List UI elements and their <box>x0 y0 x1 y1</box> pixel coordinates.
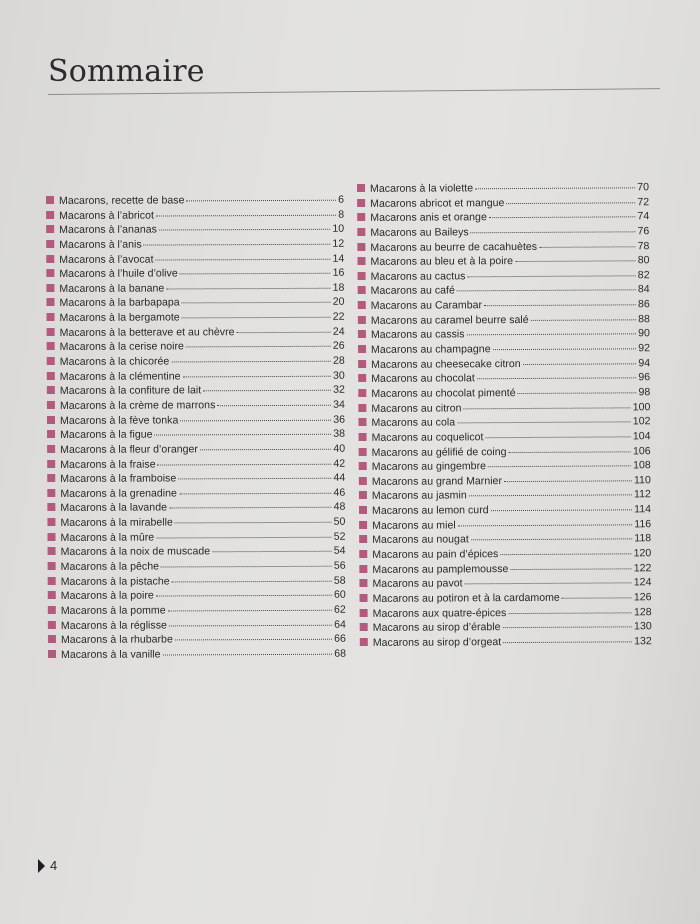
toc-entry-page: 20 <box>332 296 345 309</box>
bullet-square-icon <box>47 357 55 365</box>
toc-entry-label: Macarons à la grenadine <box>60 487 177 500</box>
folio-triangle-icon <box>38 859 45 873</box>
toc-entry-label: Macarons au nougat <box>372 533 469 547</box>
toc-entry-page: 64 <box>334 618 346 631</box>
bullet-square-icon <box>47 445 55 453</box>
bullet-square-icon <box>358 286 366 294</box>
toc-entry <box>47 456 345 472</box>
dot-leader <box>159 228 330 231</box>
dot-leader <box>458 523 633 526</box>
toc-entry-label: Macarons à la figue <box>60 428 153 442</box>
toc-entry-page: 76 <box>637 225 650 238</box>
toc-entry-page: 68 <box>334 647 347 660</box>
toc-entry-label: Macarons au chocolat <box>371 372 475 386</box>
bullet-square-icon <box>46 240 54 248</box>
dot-leader <box>178 477 331 480</box>
toc-entry-label: Macarons à la mirabelle <box>60 516 173 530</box>
toc-entry-label: Macarons au cassis <box>370 328 465 342</box>
toc-entry-label: Macarons au sirop d’érable <box>372 621 501 635</box>
dot-leader <box>475 186 635 189</box>
dot-leader <box>500 552 631 555</box>
toc-entry <box>48 647 346 663</box>
toc-entry-label: Macarons anis et orange <box>370 211 487 225</box>
dot-leader <box>493 347 637 350</box>
toc-entry-page: 118 <box>634 532 652 545</box>
dot-leader <box>169 506 332 509</box>
toc-entry-label: Macarons à la lavande <box>60 501 167 515</box>
dot-leader <box>156 535 332 538</box>
dot-leader <box>155 433 332 436</box>
toc-entry-page: 16 <box>332 266 345 279</box>
toc-entry-label: Macarons au Baileys <box>370 226 469 239</box>
bullet-square-icon <box>357 184 365 192</box>
dot-leader <box>144 243 331 246</box>
dot-leader <box>484 303 636 306</box>
dot-leader <box>489 216 636 219</box>
toc-entry-label: Macarons à la pêche <box>60 560 160 573</box>
bullet-square-icon <box>357 257 365 265</box>
bullet-square-icon <box>358 345 366 353</box>
dot-leader <box>161 565 332 568</box>
toc-entry <box>47 471 345 487</box>
bullet-square-icon <box>48 591 56 599</box>
toc-entry-page: 30 <box>332 369 345 382</box>
dot-leader <box>175 521 332 524</box>
toc-entry-label: Macarons au caramel beurre salé <box>370 313 529 327</box>
toc-entry-label: Macarons à la betterave et au chèvre <box>59 325 235 339</box>
dot-leader <box>169 623 332 626</box>
toc-entry <box>48 559 346 575</box>
toc-entry-label: Macarons au jasmin <box>371 489 467 503</box>
dot-leader <box>531 318 636 321</box>
bullet-square-icon <box>358 301 366 309</box>
toc-entry-label: Macarons au beurre de cacahuètes <box>370 240 538 254</box>
dot-leader <box>508 611 632 614</box>
bullet-square-icon <box>357 199 365 207</box>
bullet-square-icon <box>359 477 367 485</box>
dot-leader <box>166 287 330 290</box>
toc-entry-label: Macarons au grand Marnier <box>371 474 503 488</box>
toc-entry-page: 10 <box>332 222 345 236</box>
toc-entry-label: Macarons aux quatre-épices <box>372 606 507 620</box>
toc-entry-page: 106 <box>632 444 651 457</box>
toc-entry-label: Macarons à la fève tonka <box>59 414 179 427</box>
toc-entry-label: Macarons à la cerise noire <box>59 340 184 354</box>
bullet-square-icon <box>360 594 368 602</box>
toc-entry-page: 58 <box>333 574 346 587</box>
toc-column-left <box>46 193 346 663</box>
bullet-square-icon <box>358 374 366 382</box>
toc-entry-page: 88 <box>638 312 650 326</box>
dot-leader <box>186 199 336 202</box>
bullet-square-icon <box>359 462 367 470</box>
toc-entry-label: Macarons au gélifié de coing <box>371 445 507 459</box>
toc-entry-label: Macarons, recette de base <box>59 194 185 207</box>
toc-entry <box>47 412 345 428</box>
toc-entry-label: Macarons à la clémentine <box>59 370 181 383</box>
bullet-square-icon <box>48 635 56 643</box>
toc-entry-page: 74 <box>637 210 650 223</box>
toc-entry-page: 36 <box>333 413 346 426</box>
toc-entry-page: 86 <box>637 298 650 311</box>
bullet-square-icon <box>47 503 55 511</box>
dot-leader <box>180 272 331 275</box>
toc-entry-page: 120 <box>633 547 652 560</box>
toc-entry-page: 82 <box>637 269 650 282</box>
bullet-square-icon <box>48 547 56 555</box>
toc-entry-page: 22 <box>332 310 345 323</box>
toc-entry-label: Macarons à la bergamote <box>59 311 180 325</box>
toc-entry <box>47 310 345 326</box>
bullet-square-icon <box>46 196 54 204</box>
bullet-square-icon <box>47 474 55 482</box>
dot-leader <box>156 594 332 597</box>
bullet-square-icon <box>48 621 56 629</box>
toc-entry <box>47 515 345 531</box>
toc-entry-page: 122 <box>633 561 652 574</box>
toc-entry-label: Macarons à la fleur d’oranger <box>60 443 198 456</box>
toc-entry-page: 124 <box>633 576 652 589</box>
toc-entry-page: 100 <box>632 400 651 413</box>
toc-entry-page: 26 <box>332 340 345 353</box>
toc-entry <box>47 486 345 502</box>
bullet-square-icon <box>47 416 55 424</box>
dot-leader <box>183 374 331 377</box>
toc-entry <box>46 222 344 238</box>
bullet-square-icon <box>358 418 366 426</box>
toc-entry-page: 60 <box>333 588 346 602</box>
dot-leader <box>168 609 332 612</box>
dot-leader <box>523 362 637 365</box>
bullet-square-icon <box>359 433 367 441</box>
toc-entry-page: 40 <box>333 442 346 455</box>
toc-entry <box>46 295 344 311</box>
dot-leader <box>504 479 632 482</box>
toc-entry <box>46 266 344 282</box>
toc-entry-label: Macarons au chocolat pimenté <box>371 387 516 400</box>
bullet-square-icon <box>47 489 55 497</box>
bullet-square-icon <box>46 255 54 263</box>
toc-entry-label: Macarons à la mûre <box>60 531 155 544</box>
dot-leader <box>217 404 331 406</box>
toc-entry <box>48 544 346 560</box>
toc-entry-label: Macarons à l’abricot <box>59 209 154 222</box>
toc-entry-label: Macarons à la vanille <box>60 648 161 661</box>
dot-leader <box>510 567 631 570</box>
toc-entry-page: 78 <box>637 239 650 252</box>
bullet-square-icon <box>359 521 367 529</box>
toc-entry-page: 34 <box>333 398 345 411</box>
toc-entry-label: Macarons à l’ananas <box>59 223 157 237</box>
toc-entry-page: 126 <box>633 591 652 604</box>
toc-entry-label: Macarons à l’avocat <box>59 253 154 266</box>
dot-leader <box>467 333 637 336</box>
bullet-square-icon <box>357 213 365 221</box>
toc-entry-label: Macarons à la confiture de lait <box>59 384 202 398</box>
toc-entry-page: 48 <box>333 501 346 514</box>
dot-leader <box>491 508 633 511</box>
toc-entry-page: 8 <box>338 208 345 221</box>
toc-column-right <box>357 180 652 650</box>
bullet-square-icon <box>357 228 365 236</box>
dot-leader <box>175 638 332 641</box>
dot-leader <box>237 331 331 333</box>
page-number: 4 <box>50 858 58 873</box>
dot-leader <box>471 538 633 541</box>
toc-entry-label: Macarons à la banane <box>59 282 165 295</box>
toc-entry-label: Macarons à la réglisse <box>60 619 167 632</box>
toc-entry-page: 6 <box>338 193 345 206</box>
dot-leader <box>172 579 332 582</box>
toc-entry-label: Macarons à la fraise <box>60 458 156 471</box>
toc-entry-label: Macarons à la pistache <box>60 575 170 588</box>
toc-entry <box>47 324 345 340</box>
toc-entry-page: 84 <box>637 283 650 296</box>
toc-entry-page: 108 <box>633 459 651 472</box>
toc-entry <box>47 383 345 399</box>
bullet-square-icon <box>358 330 366 338</box>
bullet-square-icon <box>48 562 56 570</box>
toc-entry <box>47 442 345 458</box>
page-title: Sommaire <box>48 54 205 89</box>
toc-entry-page: 50 <box>333 515 346 528</box>
toc-entry <box>47 368 345 384</box>
toc-entry <box>46 251 344 267</box>
dot-leader <box>171 360 331 363</box>
dot-leader <box>562 596 632 598</box>
toc-entry-label: Macarons à la violette <box>370 182 474 195</box>
bullet-square-icon <box>47 459 55 467</box>
toc-entry-page: 54 <box>333 545 346 558</box>
toc-entry-label: Macarons au pamplemousse <box>372 562 509 576</box>
bullet-square-icon <box>46 284 54 292</box>
bullet-square-icon <box>46 211 54 219</box>
dot-leader <box>539 245 636 248</box>
toc-entry <box>48 617 346 633</box>
bullet-square-icon <box>360 609 368 617</box>
toc-entry-page: 46 <box>333 486 346 499</box>
dot-leader <box>503 626 633 629</box>
toc-entry-page: 110 <box>633 474 651 487</box>
bullet-square-icon <box>47 518 55 526</box>
toc-entry-label: Macarons au lemon curd <box>371 504 489 518</box>
dot-leader <box>503 640 632 643</box>
toc-entry-page: 92 <box>638 342 651 355</box>
bullet-square-icon <box>359 447 367 455</box>
toc-entry-page: 70 <box>637 181 650 194</box>
bullet-square-icon <box>359 550 367 558</box>
toc-entry-label: Macarons au sirop d’orgeat <box>372 635 502 649</box>
title-underline <box>48 88 660 95</box>
dot-leader <box>467 274 635 277</box>
dot-leader <box>163 653 333 656</box>
dot-leader <box>515 260 636 263</box>
dot-leader <box>485 435 630 438</box>
bullet-square-icon <box>47 342 55 350</box>
bullet-square-icon <box>47 313 55 321</box>
toc-entry-label: Macarons au cactus <box>370 270 466 283</box>
bullet-square-icon <box>358 389 366 397</box>
toc-entry-label: Macarons au pavot <box>372 577 463 591</box>
dot-leader <box>179 492 332 495</box>
toc-entry-page: 44 <box>333 471 346 484</box>
toc-entry-page: 56 <box>333 559 346 572</box>
toc-entry-page: 114 <box>634 503 652 516</box>
bullet-square-icon <box>357 243 365 251</box>
bullet-square-icon <box>47 386 55 394</box>
toc-entry <box>47 339 345 355</box>
dot-leader <box>488 465 631 468</box>
dot-leader <box>518 391 637 394</box>
toc-entry-label: Macarons à la rhubarbe <box>60 633 173 647</box>
toc-entry-page: 28 <box>332 354 345 367</box>
toc-entry-page: 102 <box>632 415 651 428</box>
bullet-square-icon <box>359 491 367 499</box>
toc-entry-page: 116 <box>634 517 652 531</box>
bullet-square-icon <box>48 650 56 658</box>
toc-entry <box>360 634 652 650</box>
dot-leader <box>509 450 631 453</box>
toc-entry-label: Macarons à la noix de muscade <box>60 545 211 559</box>
dot-leader <box>155 257 330 260</box>
bullet-square-icon <box>47 328 55 336</box>
toc-entry-label: Macarons au cheesecake citron <box>371 357 521 371</box>
toc-entry <box>46 193 344 209</box>
dot-leader <box>158 462 332 465</box>
toc-entry-label: Macarons au potiron et à la cardamome <box>372 591 560 605</box>
toc-entry-page: 80 <box>637 254 650 267</box>
bullet-square-icon <box>47 430 55 438</box>
toc-entry-page: 52 <box>333 530 346 543</box>
dot-leader <box>180 418 331 421</box>
toc-entry-label: Macarons au cola <box>371 416 456 430</box>
toc-entry-label: Macarons au Carambar <box>370 299 483 313</box>
dot-leader <box>465 582 632 585</box>
bullet-square-icon <box>46 269 54 277</box>
bullet-square-icon <box>359 506 367 514</box>
toc-entry-page: 72 <box>637 195 650 208</box>
dot-leader <box>463 406 630 409</box>
toc-entry-label: Macarons à la framboise <box>60 472 177 486</box>
toc-entry-page: 104 <box>632 430 651 443</box>
dot-leader <box>212 550 332 553</box>
toc-entry-label: Macarons au gingembre <box>371 460 487 474</box>
bullet-square-icon <box>46 225 54 233</box>
toc-entry <box>46 237 344 253</box>
toc-entry-page: 24 <box>332 325 345 338</box>
bullet-square-icon <box>46 298 54 306</box>
toc-entry-page: 132 <box>634 635 652 648</box>
bullet-square-icon <box>360 623 368 631</box>
bullet-square-icon <box>359 565 367 573</box>
bullet-square-icon <box>48 606 56 614</box>
bullet-square-icon <box>359 579 367 587</box>
toc-entry <box>48 632 346 648</box>
toc-entry-page: 98 <box>638 386 651 399</box>
toc-entry <box>47 427 345 443</box>
bullet-square-icon <box>47 401 55 409</box>
toc-entry-label: Macarons au café <box>370 284 455 298</box>
dot-leader <box>457 289 636 292</box>
toc-entry <box>47 398 345 414</box>
toc-entry-label: Macarons au miel <box>372 519 456 532</box>
toc-entry <box>48 588 346 604</box>
toc-entry-label: Macarons à l’anis <box>59 238 142 251</box>
dot-leader <box>203 389 331 392</box>
bullet-square-icon <box>359 535 367 543</box>
toc-entry-page: 18 <box>332 281 345 294</box>
bullet-square-icon <box>360 638 368 646</box>
toc-entry <box>47 354 345 370</box>
toc-entry-label: Macarons au bleu et à la poire <box>370 255 514 269</box>
bullet-square-icon <box>358 316 366 324</box>
toc-entry <box>46 281 344 297</box>
toc-entry-page: 66 <box>334 632 346 645</box>
toc-entry-page: 128 <box>633 605 652 618</box>
bullet-square-icon <box>48 577 56 585</box>
toc-entry-page: 90 <box>638 327 650 340</box>
toc-entry-page: 94 <box>638 356 651 369</box>
toc-entry-page: 130 <box>633 620 652 633</box>
dot-leader <box>477 377 637 380</box>
toc-entry <box>47 529 345 545</box>
toc-entry-label: Macarons au champagne <box>370 343 491 356</box>
dot-leader <box>156 213 336 216</box>
toc-entry <box>48 603 346 619</box>
dot-leader <box>186 345 331 348</box>
toc-entry-label: Macarons à la chicorée <box>59 355 170 368</box>
toc-entry-label: Macarons au citron <box>371 401 462 415</box>
toc-entry-label: Macarons à l’huile d’olive <box>59 267 178 281</box>
toc-entry-label: Macarons à la poire <box>60 589 154 603</box>
bullet-square-icon <box>358 360 366 368</box>
toc-entry-page: 12 <box>332 237 345 250</box>
toc-entry-page: 112 <box>633 488 651 501</box>
toc-entry-label: Macarons à la crème de marrons <box>59 399 216 412</box>
dot-leader <box>506 201 635 204</box>
dot-leader <box>182 301 331 304</box>
bullet-square-icon <box>358 404 366 412</box>
bullet-square-icon <box>47 533 55 541</box>
toc-entry-label: Macarons au pain d’épices <box>372 548 499 561</box>
toc-entry-label: Macarons à la pomme <box>60 604 166 617</box>
toc-entry-page: 96 <box>638 371 651 384</box>
toc-entry <box>47 500 345 516</box>
bullet-square-icon <box>358 272 366 280</box>
page-folio <box>38 858 57 873</box>
toc-entry-page: 42 <box>333 457 346 470</box>
bullet-square-icon <box>47 372 55 380</box>
toc-entry-page: 14 <box>332 252 345 265</box>
toc-entry-page: 62 <box>333 603 346 616</box>
dot-leader <box>182 316 331 319</box>
toc-entry-label: Macarons à la barbapapa <box>59 296 180 310</box>
toc-entry-page: 32 <box>333 384 345 397</box>
toc-entry-label: Macarons abricot et mangue <box>370 196 505 210</box>
toc-entry-label: Macarons au coquelicot <box>371 431 484 444</box>
toc-entry-page: 38 <box>333 427 346 440</box>
toc-entry <box>48 573 346 589</box>
dot-leader <box>469 494 632 497</box>
dot-leader <box>471 230 636 233</box>
dot-leader <box>200 448 331 451</box>
toc-entry <box>46 207 344 223</box>
dot-leader <box>457 421 631 424</box>
